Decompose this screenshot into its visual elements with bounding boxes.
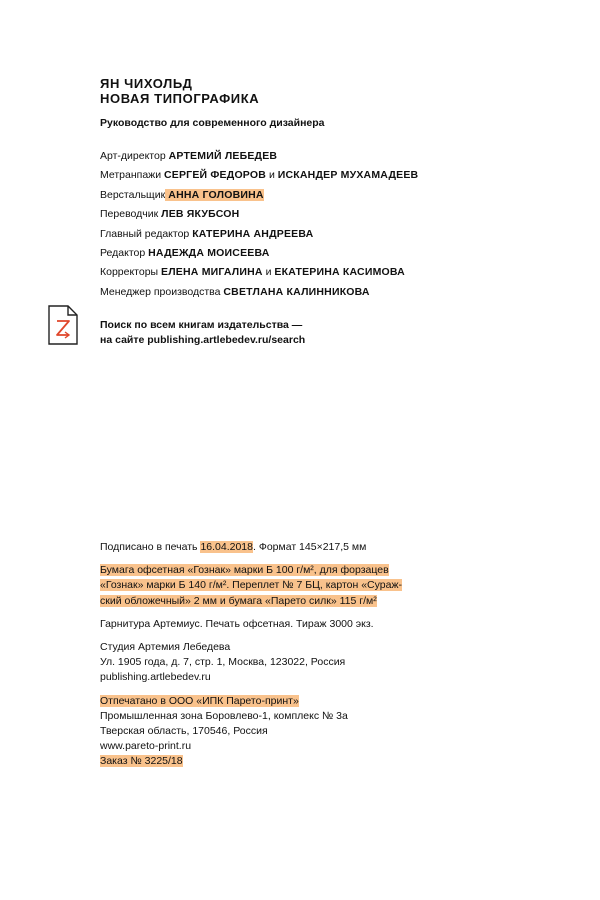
book-subtitle: Руководство для современного дизайнера	[100, 117, 325, 129]
imprint-signed	[100, 540, 402, 555]
credit-name: ЛЕВ ЯКУБСОН	[161, 208, 240, 221]
imprint-paper-line: «Гознак» марки Б 140 г/м². Переплет № 7 БЦ, картон «Сураж-	[100, 579, 402, 592]
studio-address: Ул. 1905 года, д. 7, стр. 1, Москва, 123022, Россия	[100, 656, 346, 669]
imprint-block	[100, 540, 402, 770]
imprint-signed-date: 16.04.2018	[200, 541, 253, 553]
credit-role: Арт-директор	[100, 150, 166, 162]
search-note-link[interactable]: на сайте publishing.artlebedev.ru/search	[100, 334, 306, 346]
imprint-paper-line: Бумага офсетная «Гознак» марки Б 100 г/м², для форзацев	[100, 564, 389, 577]
imprint-format: . Формат 145×217,5 мм	[253, 541, 367, 553]
printer-address-2: Тверская область, 170546, Россия	[100, 725, 268, 738]
credit-role: Корректоры	[100, 266, 159, 279]
imprint-signed-label: Подписано в печать	[100, 541, 201, 553]
credit-layout	[100, 186, 418, 205]
credit-name: АРТЕМИЙ ЛЕБЕДЕВ	[168, 150, 278, 162]
credit-name: СЕРГЕЙ ФЕДОРОВ	[163, 169, 267, 182]
credit-name: ЕЛЕНА МИГАЛИНА	[161, 266, 263, 279]
credit-proofreaders	[100, 263, 418, 282]
credit-conjunction: и	[265, 266, 272, 279]
credit-name: ЕКАТЕРИНА КАСИМОВА	[274, 266, 405, 279]
book-title-name: НОВАЯ ТИПОГРАФИКА	[100, 91, 260, 106]
credit-role: Главный редактор	[100, 227, 190, 240]
credits-list	[100, 147, 418, 302]
imprint-paper	[100, 563, 402, 609]
printer-site-link[interactable]: www.pareto-print.ru	[100, 740, 192, 753]
credit-conjunction: и	[268, 169, 275, 182]
credit-name: НАДЕЖДА МОИСЕЕВА	[148, 247, 270, 260]
book-title-author: ЯН ЧИХОЛЬД	[100, 76, 193, 91]
imprint-paper-line: ский обложечный» 2 мм и бумага «Парето силк» 115 г/м²	[100, 594, 377, 607]
credit-editor	[100, 244, 418, 263]
order-number: Заказ № 3225/18	[100, 755, 183, 768]
credit-name: СВЕТЛАНА КАЛИННИКОВА	[223, 285, 370, 298]
document-z-icon	[48, 305, 78, 345]
credit-production-manager	[100, 283, 418, 302]
credit-role: Переводчик	[100, 208, 159, 221]
printer-address-1: Промышленная зона Боровлево-1, комплекс № 3а	[100, 709, 348, 722]
studio-site-link[interactable]: publishing.artlebedev.ru	[100, 671, 211, 684]
credit-name-highlighted: АННА ГОЛОВИНА	[165, 189, 264, 201]
imprint-typeface: Гарнитура Артемиус. Печать офсетная. Тираж 3000 экз.	[100, 617, 374, 630]
studio-name: Студия Артемия Лебедева	[100, 641, 231, 654]
credit-metranpage	[100, 166, 418, 185]
printer-name: Отпечатано в ООО «ИПК Парето-принт»	[100, 694, 299, 707]
credit-chief-editor	[100, 225, 418, 244]
credit-role: Редактор	[100, 247, 146, 260]
search-note	[100, 318, 305, 348]
credit-role: Менеджер производства	[100, 285, 221, 298]
credit-role: Верстальщик	[100, 188, 166, 201]
credit-art-director	[100, 147, 418, 166]
credit-name: ИСКАНДЕР МУХАМАДЕЕВ	[277, 169, 419, 182]
search-note-line1: Поиск по всем книгам издательства —	[100, 319, 303, 331]
credit-translator	[100, 205, 418, 224]
imprint-studio	[100, 640, 402, 686]
credit-role: Метранпажи	[100, 169, 162, 182]
credit-name: КАТЕРИНА АНДРЕЕВА	[192, 227, 314, 240]
imprint-printer	[100, 694, 402, 770]
book-title	[100, 76, 259, 106]
